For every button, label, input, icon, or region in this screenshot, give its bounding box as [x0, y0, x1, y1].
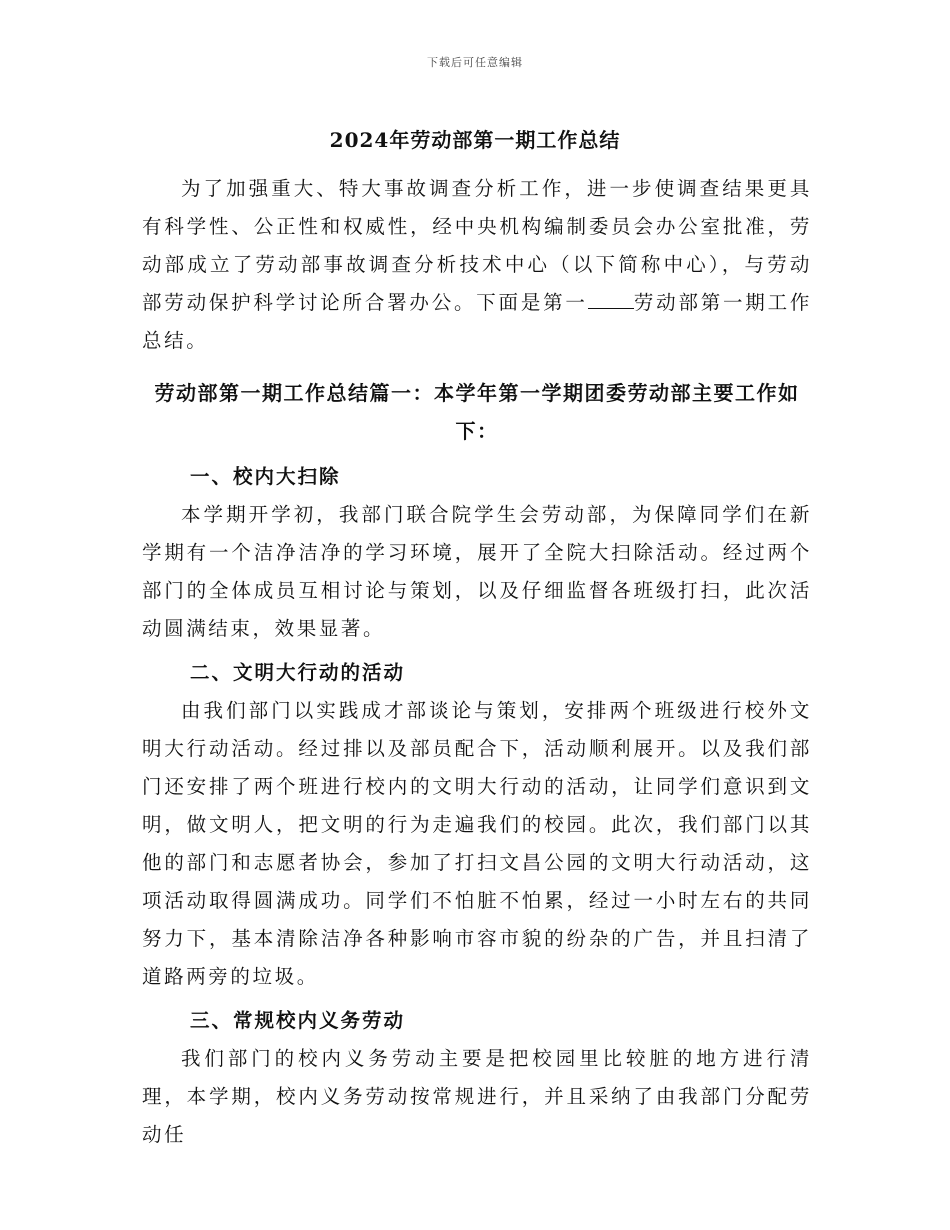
- intro-text: 为了加强重大、特大事故调查分析工作，进一步使调查结果更具有科学性、公正性和权威性，经中央机构编制委员会办公室批准，劳动部成立了劳动部事故调查分析技术中心（以下简称中心），与劳动部劳动保护科学讨论所合署办公。下面是第一: [142, 177, 812, 314]
- intro-text-end: 劳动部第一期工作总结。: [142, 291, 812, 352]
- section-paragraph: 本学期开学初，我部门联合院学生会劳动部，为保障同学们在新学期有一个洁净洁净的学习环境，展开了全院大扫除活动。经过两个部门的全体成员互相讨论与策划，以及仔细监督各班级打扫，此次活动圆满结束，效果显著。: [142, 503, 812, 640]
- section-paragraph: 由我们部门以实践成才部谈论与策划，安排两个班级进行校外文明大行动活动。经过排以及部员配合下，活动顺利展开。以及我们部门还安排了两个班进行校内的文明大行动的活动，让同学们意识到文明，做文明人，把文明的行为走遍我们的校园。此次，我们部门以其他的部门和志愿者协会，参加了打扫文昌公园的文明大行动活动，这项活动取得圆满成功。同学们不怕脏不怕累，经过一小时左右的共同努力下，基本清除洁净各种影响市容市貌的纷杂的广告，并且扫清了道路两旁的垃圾。: [142, 699, 812, 988]
- section-heading: 一、校内大扫除: [190, 465, 341, 488]
- intro-paragraph: [142, 170, 812, 360]
- section-heading: 二、文明大行动的活动: [190, 661, 406, 684]
- header-note: 下载后可任意编辑: [427, 56, 523, 69]
- blank-underline: [588, 290, 634, 309]
- section-heading: 三、常规校内义务劳动: [190, 1009, 406, 1032]
- document-title: 2024年劳动部第一期工作总结: [329, 128, 621, 152]
- section-title: 劳动部第一期工作总结篇一：本学年第一学期团委劳动部主要工作如下：: [154, 381, 800, 443]
- document-body: [142, 170, 812, 1154]
- section-paragraph: 我们部门的校内义务劳动主要是把校园里比较脏的地方进行清理，本学期，校内义务劳动按常规进行，并且采纳了由我部门分配劳动任: [142, 1047, 812, 1146]
